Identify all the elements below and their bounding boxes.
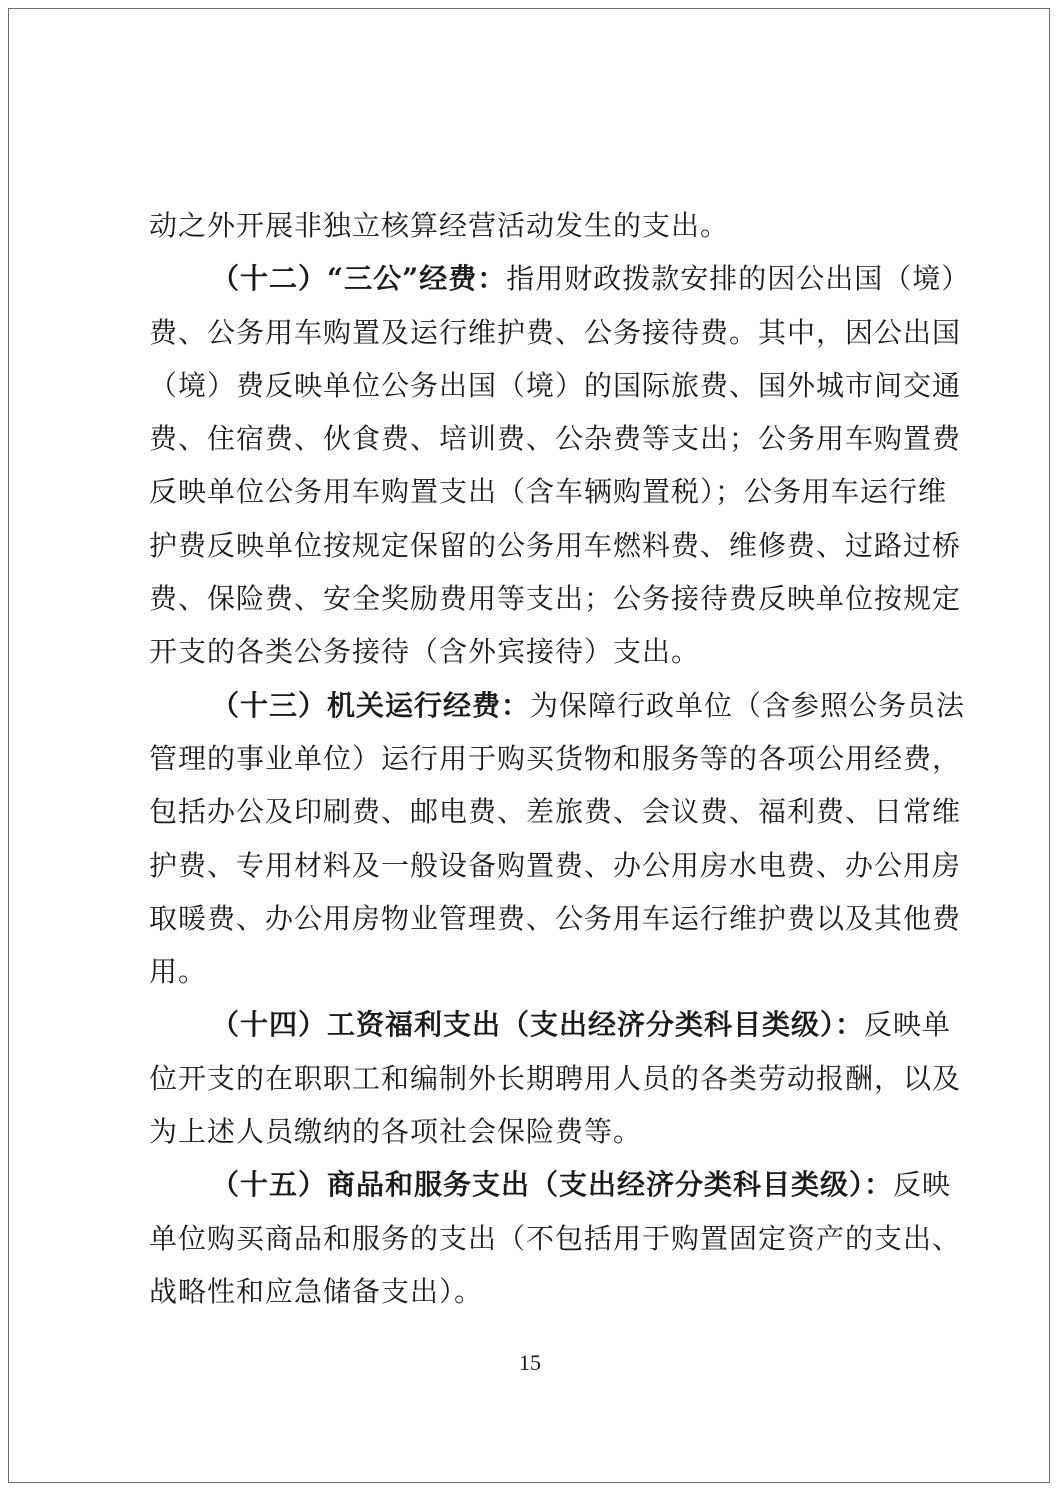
body-line: 取暖费、办公用房物业管理费、公务用车运行维护费以及其他费 xyxy=(149,901,962,935)
body-line: 包括办公及印刷费、邮电费、差旅费、会议费、福利费、日常维 xyxy=(149,795,962,829)
body-line: 护费反映单位按规定保留的公务用车燃料费、维修费、过路过桥 xyxy=(149,528,962,562)
body-text: 反映单 xyxy=(864,1008,952,1042)
section-heading-line xyxy=(149,1158,952,1211)
body-line: 单位购买商品和服务的支出（不包括用于购置固定资产的支出、 xyxy=(149,1221,962,1255)
body-line: 为上述人员缴纳的各项社会保险费等。 xyxy=(149,1115,643,1149)
body-line: 位开支的在职职工和编制外长期聘用人员的各类劳动报酬，以及 xyxy=(149,1061,962,1095)
body-line: 战略性和应急储备支出）。 xyxy=(149,1274,484,1308)
body-line: 动之外开展非独立核算经营活动发生的支出。 xyxy=(149,209,730,242)
section-heading: （十四）工资福利支出（支出经济分类科目类级）： xyxy=(211,1008,865,1042)
body-line: 开支的各类公务接待（含外宾接待）支出。 xyxy=(149,635,701,669)
body-line: 护费、专用材料及一般设备购置费、办公用房水电费、办公用房 xyxy=(149,848,962,882)
section-heading: （十二）“三公”经费： xyxy=(211,262,507,296)
body-line: 用。 xyxy=(149,955,208,989)
document-body xyxy=(149,199,971,1318)
body-line: 费、保险费、安全奖励费用等支出；公务接待费反映单位按规定 xyxy=(149,582,962,616)
section-heading: （十五）商品和服务支出（支出经济分类科目类级）： xyxy=(211,1168,894,1202)
section-heading: （十三）机关运行经费： xyxy=(211,688,531,722)
body-text: 反映 xyxy=(893,1168,952,1202)
body-line: 管理的事业单位）运行用于购买货物和服务等的各项公用经费， xyxy=(149,741,962,775)
body-line: 费、住宿费、伙食费、培训费、公杂费等支出；公务用车购置费 xyxy=(149,422,962,456)
section-heading-line xyxy=(149,679,966,732)
body-line: （境）费反映单位公务出国（境）的国际旅费、国外城市间交通 xyxy=(149,368,962,402)
page-number: 15 xyxy=(519,1350,541,1375)
section-heading-line xyxy=(149,252,971,305)
body-line: 费、公务用车购置及运行维护费、公务接待费。其中，因公出国 xyxy=(149,315,962,349)
body-text: 指用财政拨款安排的因公出国（境） xyxy=(506,262,971,296)
body-text: 为保障行政单位（含参照公务员法 xyxy=(530,688,966,722)
section-heading-line xyxy=(149,998,952,1051)
body-line: 反映单位公务用车购置支出（含车辆购置税）；公务用车运行维 xyxy=(149,475,948,509)
